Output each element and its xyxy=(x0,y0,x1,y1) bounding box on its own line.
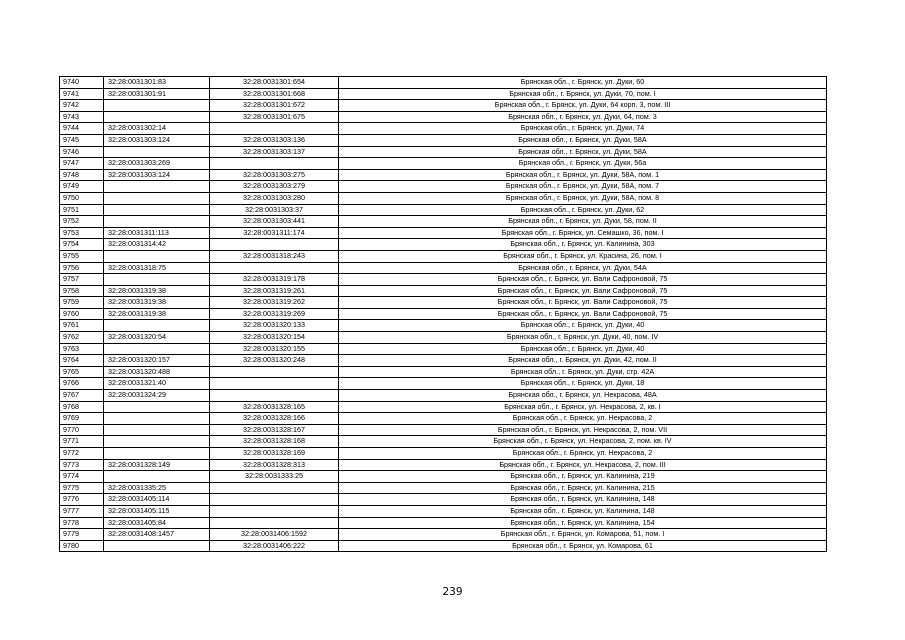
row-number-cell: 9740 xyxy=(60,77,104,89)
building-cadastral-number-cell: 32:28:0031303:136 xyxy=(210,134,339,146)
table-row xyxy=(60,436,827,448)
building-cadastral-number-cell: 32:28:0031328:165 xyxy=(210,401,339,413)
land-cadastral-number-cell xyxy=(104,471,210,483)
address-cell: Брянская обл., г. Брянск, ул. Калинина, 148 xyxy=(339,505,827,517)
building-cadastral-number-cell xyxy=(210,262,339,274)
row-number-cell: 9760 xyxy=(60,308,104,320)
row-number-cell: 9764 xyxy=(60,355,104,367)
row-number-cell: 9758 xyxy=(60,285,104,297)
building-cadastral-number-cell: 32:28:0031303:280 xyxy=(210,192,339,204)
table-row xyxy=(60,239,827,251)
row-number-cell: 9755 xyxy=(60,250,104,262)
table-row xyxy=(60,459,827,471)
row-number-cell: 9743 xyxy=(60,111,104,123)
row-number-cell: 9763 xyxy=(60,343,104,355)
address-cell: Брянская обл., г. Брянск, ул. Калинина, 154 xyxy=(339,517,827,529)
row-number-cell: 9765 xyxy=(60,366,104,378)
land-cadastral-number-cell xyxy=(104,111,210,123)
table-row xyxy=(60,308,827,320)
land-cadastral-number-cell xyxy=(104,436,210,448)
address-cell: Брянская обл., г. Брянск, ул. Дуки, 64, пом. 3 xyxy=(339,111,827,123)
address-cell: Брянская обл., г. Брянск, ул. Дуки, 54А xyxy=(339,262,827,274)
address-cell: Брянская обл., г. Брянск, ул. Дуки, 62 xyxy=(339,204,827,216)
land-cadastral-number-cell xyxy=(104,413,210,425)
table-row xyxy=(60,366,827,378)
address-cell: Брянская обл., г. Брянск, ул. Семашко, 36, пом. I xyxy=(339,227,827,239)
land-cadastral-number-cell: 32:28:0031311:113 xyxy=(104,227,210,239)
row-number-cell: 9776 xyxy=(60,494,104,506)
table-row xyxy=(60,100,827,112)
table-row xyxy=(60,505,827,517)
table-row xyxy=(60,204,827,216)
building-cadastral-number-cell: 32:28:0031303:37 xyxy=(210,204,339,216)
row-number-cell: 9752 xyxy=(60,216,104,228)
row-number-cell: 9767 xyxy=(60,390,104,402)
table-row xyxy=(60,123,827,135)
building-cadastral-number-cell xyxy=(210,239,339,251)
building-cadastral-number-cell: 32:28:0031318:243 xyxy=(210,250,339,262)
building-cadastral-number-cell: 32:28:0031328:169 xyxy=(210,448,339,460)
building-cadastral-number-cell: 32:28:0031303:441 xyxy=(210,216,339,228)
building-cadastral-number-cell xyxy=(210,517,339,529)
row-number-cell: 9754 xyxy=(60,239,104,251)
row-number-cell: 9762 xyxy=(60,332,104,344)
row-number-cell: 9768 xyxy=(60,401,104,413)
table-row xyxy=(60,494,827,506)
building-cadastral-number-cell xyxy=(210,494,339,506)
land-cadastral-number-cell xyxy=(104,320,210,332)
building-cadastral-number-cell: 32:28:0031303:275 xyxy=(210,169,339,181)
table-row xyxy=(60,169,827,181)
row-number-cell: 9751 xyxy=(60,204,104,216)
table-row xyxy=(60,482,827,494)
row-number-cell: 9753 xyxy=(60,227,104,239)
land-cadastral-number-cell: 32:28:0031319:38 xyxy=(104,285,210,297)
land-cadastral-number-cell xyxy=(104,448,210,460)
table-row xyxy=(60,146,827,158)
row-number-cell: 9770 xyxy=(60,424,104,436)
building-cadastral-number-cell: 32:28:0031301:675 xyxy=(210,111,339,123)
table-row xyxy=(60,297,827,309)
address-cell: Брянская обл., г. Брянск, ул. Дуки, 40 xyxy=(339,320,827,332)
address-cell: Брянская обл., г. Брянск, ул. Вали Сафроновой, 75 xyxy=(339,297,827,309)
address-cell: Брянская обл., г. Брянск, ул. Некрасова, 48А xyxy=(339,390,827,402)
row-number-cell: 9773 xyxy=(60,459,104,471)
row-number-cell: 9756 xyxy=(60,262,104,274)
address-cell: Брянская обл., г. Брянск, ул. Некрасова, 2, пом. VII xyxy=(339,424,827,436)
table-row xyxy=(60,216,827,228)
building-cadastral-number-cell: 32:28:0031328:313 xyxy=(210,459,339,471)
address-cell: Брянская обл., г. Брянск, ул. Красина, 26, пом. I xyxy=(339,250,827,262)
table-row xyxy=(60,158,827,170)
land-cadastral-number-cell xyxy=(104,146,210,158)
table-row xyxy=(60,250,827,262)
address-cell: Брянская обл., г. Брянск, ул. Дуки, 58А xyxy=(339,134,827,146)
address-cell: Брянская обл., г. Брянск, ул. Некрасова, 2, пом. кв. IV xyxy=(339,436,827,448)
address-cell: Брянская обл., г. Брянск, ул. Калинина, 303 xyxy=(339,239,827,251)
building-cadastral-number-cell: 32:28:0031320:248 xyxy=(210,355,339,367)
building-cadastral-number-cell xyxy=(210,505,339,517)
land-cadastral-number-cell xyxy=(104,216,210,228)
address-cell: Брянская обл., г. Брянск, ул. Калинина, 148 xyxy=(339,494,827,506)
land-cadastral-number-cell: 32:28:0031405:114 xyxy=(104,494,210,506)
building-cadastral-number-cell: 32:28:0031303:279 xyxy=(210,181,339,193)
land-cadastral-number-cell: 32:28:0031335:25 xyxy=(104,482,210,494)
address-cell: Брянская обл., г. Брянск, ул. Некрасова, 2 xyxy=(339,413,827,425)
land-cadastral-number-cell: 32:28:0031324:29 xyxy=(104,390,210,402)
table-row xyxy=(60,343,827,355)
building-cadastral-number-cell xyxy=(210,378,339,390)
address-cell: Брянская обл., г. Брянск, ул. Дуки, 58А, пом. 8 xyxy=(339,192,827,204)
land-cadastral-number-cell: 32:28:0031319:38 xyxy=(104,297,210,309)
row-number-cell: 9747 xyxy=(60,158,104,170)
building-cadastral-number-cell: 32:28:0031328:167 xyxy=(210,424,339,436)
land-cadastral-number-cell: 32:28:0031405:84 xyxy=(104,517,210,529)
address-cell: Брянская обл., г. Брянск, ул. Калинина, 215 xyxy=(339,482,827,494)
address-cell: Брянская обл., г. Брянск, ул. Дуки, 18 xyxy=(339,378,827,390)
row-number-cell: 9779 xyxy=(60,529,104,541)
address-cell: Брянская обл., г. Брянск, ул. Комарова, 61 xyxy=(339,540,827,552)
row-number-cell: 9745 xyxy=(60,134,104,146)
address-cell: Брянская обл., г. Брянск, ул. Дуки, 58, пом. II xyxy=(339,216,827,228)
land-cadastral-number-cell: 32:28:0031405:115 xyxy=(104,505,210,517)
address-cell: Брянская обл., г. Брянск, ул. Дуки, 40, пом. IV xyxy=(339,332,827,344)
building-cadastral-number-cell: 32:28:0031301:668 xyxy=(210,88,339,100)
address-cell: Брянская обл., г. Брянск, ул. Дуки, 58А, пом. 1 xyxy=(339,169,827,181)
address-cell: Брянская обл., г. Брянск, ул. Вали Сафроновой, 75 xyxy=(339,274,827,286)
building-cadastral-number-cell xyxy=(210,123,339,135)
table-row xyxy=(60,390,827,402)
row-number-cell: 9750 xyxy=(60,192,104,204)
address-cell: Брянская обл., г. Брянск, ул. Дуки, стр. 42А xyxy=(339,366,827,378)
row-number-cell: 9741 xyxy=(60,88,104,100)
land-cadastral-number-cell: 32:28:0031320:54 xyxy=(104,332,210,344)
land-cadastral-number-cell: 32:28:0031301:91 xyxy=(104,88,210,100)
building-cadastral-number-cell: 32:28:0031319:262 xyxy=(210,297,339,309)
land-cadastral-number-cell xyxy=(104,250,210,262)
land-cadastral-number-cell: 32:28:0031303:269 xyxy=(104,158,210,170)
address-cell: Брянская обл., г. Брянск, ул. Дуки, 40 xyxy=(339,343,827,355)
address-cell: Брянская обл., г. Брянск, ул. Комарова, 51, пом. I xyxy=(339,529,827,541)
registry-table xyxy=(59,76,827,552)
table-row xyxy=(60,88,827,100)
row-number-cell: 9769 xyxy=(60,413,104,425)
land-cadastral-number-cell: 32:28:0031320:488 xyxy=(104,366,210,378)
building-cadastral-number-cell: 32:28:0031406:222 xyxy=(210,540,339,552)
building-cadastral-number-cell: 32:28:0031301:672 xyxy=(210,100,339,112)
address-cell: Брянская обл., г. Брянск, ул. Некрасова, 2 xyxy=(339,448,827,460)
row-number-cell: 9757 xyxy=(60,274,104,286)
building-cadastral-number-cell xyxy=(210,482,339,494)
table-row xyxy=(60,77,827,89)
land-cadastral-number-cell: 32:28:0031319:38 xyxy=(104,308,210,320)
address-cell: Брянская обл., г. Брянск, ул. Дуки, 60 xyxy=(339,77,827,89)
land-cadastral-number-cell: 32:28:0031408:1457 xyxy=(104,529,210,541)
table-row xyxy=(60,181,827,193)
table-row xyxy=(60,274,827,286)
building-cadastral-number-cell: 32:28:0031301:654 xyxy=(210,77,339,89)
land-cadastral-number-cell xyxy=(104,181,210,193)
row-number-cell: 9778 xyxy=(60,517,104,529)
building-cadastral-number-cell: 32:28:0031319:269 xyxy=(210,308,339,320)
table-body xyxy=(60,77,827,552)
table-row xyxy=(60,378,827,390)
building-cadastral-number-cell: 32:28:0031328:168 xyxy=(210,436,339,448)
address-cell: Брянская обл., г. Брянск, ул. Дуки, 64 корп. 3, пом. III xyxy=(339,100,827,112)
land-cadastral-number-cell xyxy=(104,343,210,355)
land-cadastral-number-cell: 32:28:0031320:157 xyxy=(104,355,210,367)
building-cadastral-number-cell xyxy=(210,158,339,170)
row-number-cell: 9748 xyxy=(60,169,104,181)
land-cadastral-number-cell xyxy=(104,100,210,112)
row-number-cell: 9761 xyxy=(60,320,104,332)
address-cell: Брянская обл., г. Брянск, ул. Дуки, 56а xyxy=(339,158,827,170)
table-row xyxy=(60,134,827,146)
building-cadastral-number-cell: 32:28:0031311:174 xyxy=(210,227,339,239)
table-row xyxy=(60,401,827,413)
land-cadastral-number-cell xyxy=(104,424,210,436)
row-number-cell: 9774 xyxy=(60,471,104,483)
table-row xyxy=(60,111,827,123)
address-cell: Брянская обл., г. Брянск, ул. Вали Сафроновой, 75 xyxy=(339,285,827,297)
row-number-cell: 9771 xyxy=(60,436,104,448)
land-cadastral-number-cell: 32:28:0031302:14 xyxy=(104,123,210,135)
building-cadastral-number-cell: 32:28:0031328:166 xyxy=(210,413,339,425)
table-row xyxy=(60,529,827,541)
address-cell: Брянская обл., г. Брянск, ул. Дуки, 58А xyxy=(339,146,827,158)
building-cadastral-number-cell: 32:28:0031320:133 xyxy=(210,320,339,332)
row-number-cell: 9759 xyxy=(60,297,104,309)
land-cadastral-number-cell: 32:28:0031303:124 xyxy=(104,169,210,181)
land-cadastral-number-cell: 32:28:0031328:149 xyxy=(104,459,210,471)
building-cadastral-number-cell: 32:28:0031320:155 xyxy=(210,343,339,355)
building-cadastral-number-cell: 32:28:0031303:137 xyxy=(210,146,339,158)
building-cadastral-number-cell xyxy=(210,366,339,378)
table-row xyxy=(60,424,827,436)
table-row xyxy=(60,192,827,204)
building-cadastral-number-cell xyxy=(210,390,339,402)
table-row xyxy=(60,227,827,239)
building-cadastral-number-cell: 32:28:0031320:154 xyxy=(210,332,339,344)
address-cell: Брянская обл., г. Брянск, ул. Дуки, 42, пом. II xyxy=(339,355,827,367)
table-row xyxy=(60,413,827,425)
address-cell: Брянская обл., г. Брянск, ул. Некрасова, 2, кв. I xyxy=(339,401,827,413)
building-cadastral-number-cell: 32:28:0031319:261 xyxy=(210,285,339,297)
building-cadastral-number-cell: 32:28:0031319:178 xyxy=(210,274,339,286)
row-number-cell: 9772 xyxy=(60,448,104,460)
building-cadastral-number-cell: 32:28:0031406:1592 xyxy=(210,529,339,541)
table-row xyxy=(60,540,827,552)
row-number-cell: 9749 xyxy=(60,181,104,193)
page-number: 239 xyxy=(442,586,463,598)
row-number-cell: 9780 xyxy=(60,540,104,552)
address-cell: Брянская обл., г. Брянск, ул. Дуки, 74 xyxy=(339,123,827,135)
row-number-cell: 9775 xyxy=(60,482,104,494)
table-row xyxy=(60,320,827,332)
land-cadastral-number-cell: 32:28:0031303:124 xyxy=(104,134,210,146)
table-row xyxy=(60,517,827,529)
address-cell: Брянская обл., г. Брянск, ул. Вали Сафроновой, 75 xyxy=(339,308,827,320)
table-row xyxy=(60,448,827,460)
land-cadastral-number-cell xyxy=(104,204,210,216)
address-cell: Брянская обл., г. Брянск, ул. Некрасова, 2, пом. III xyxy=(339,459,827,471)
table-row xyxy=(60,355,827,367)
building-cadastral-number-cell: 32:28:0031333:25 xyxy=(210,471,339,483)
row-number-cell: 9746 xyxy=(60,146,104,158)
land-cadastral-number-cell: 32:28:0031321:40 xyxy=(104,378,210,390)
land-cadastral-number-cell xyxy=(104,540,210,552)
address-cell: Брянская обл., г. Брянск, ул. Калинина, 219 xyxy=(339,471,827,483)
table-row xyxy=(60,332,827,344)
land-cadastral-number-cell: 32:28:0031314:42 xyxy=(104,239,210,251)
table-row xyxy=(60,262,827,274)
row-number-cell: 9744 xyxy=(60,123,104,135)
table-row xyxy=(60,471,827,483)
address-cell: Брянская обл., г. Брянск, ул. Дуки, 58А, пом. 7 xyxy=(339,181,827,193)
row-number-cell: 9777 xyxy=(60,505,104,517)
address-cell: Брянская обл., г. Брянск, ул. Дуки, 70, пом. I xyxy=(339,88,827,100)
land-cadastral-number-cell: 32:28:0031318:75 xyxy=(104,262,210,274)
land-cadastral-number-cell xyxy=(104,401,210,413)
land-cadastral-number-cell xyxy=(104,274,210,286)
row-number-cell: 9766 xyxy=(60,378,104,390)
land-cadastral-number-cell: 32:28:0031301:83 xyxy=(104,77,210,89)
land-cadastral-number-cell xyxy=(104,192,210,204)
row-number-cell: 9742 xyxy=(60,100,104,112)
table-row xyxy=(60,285,827,297)
